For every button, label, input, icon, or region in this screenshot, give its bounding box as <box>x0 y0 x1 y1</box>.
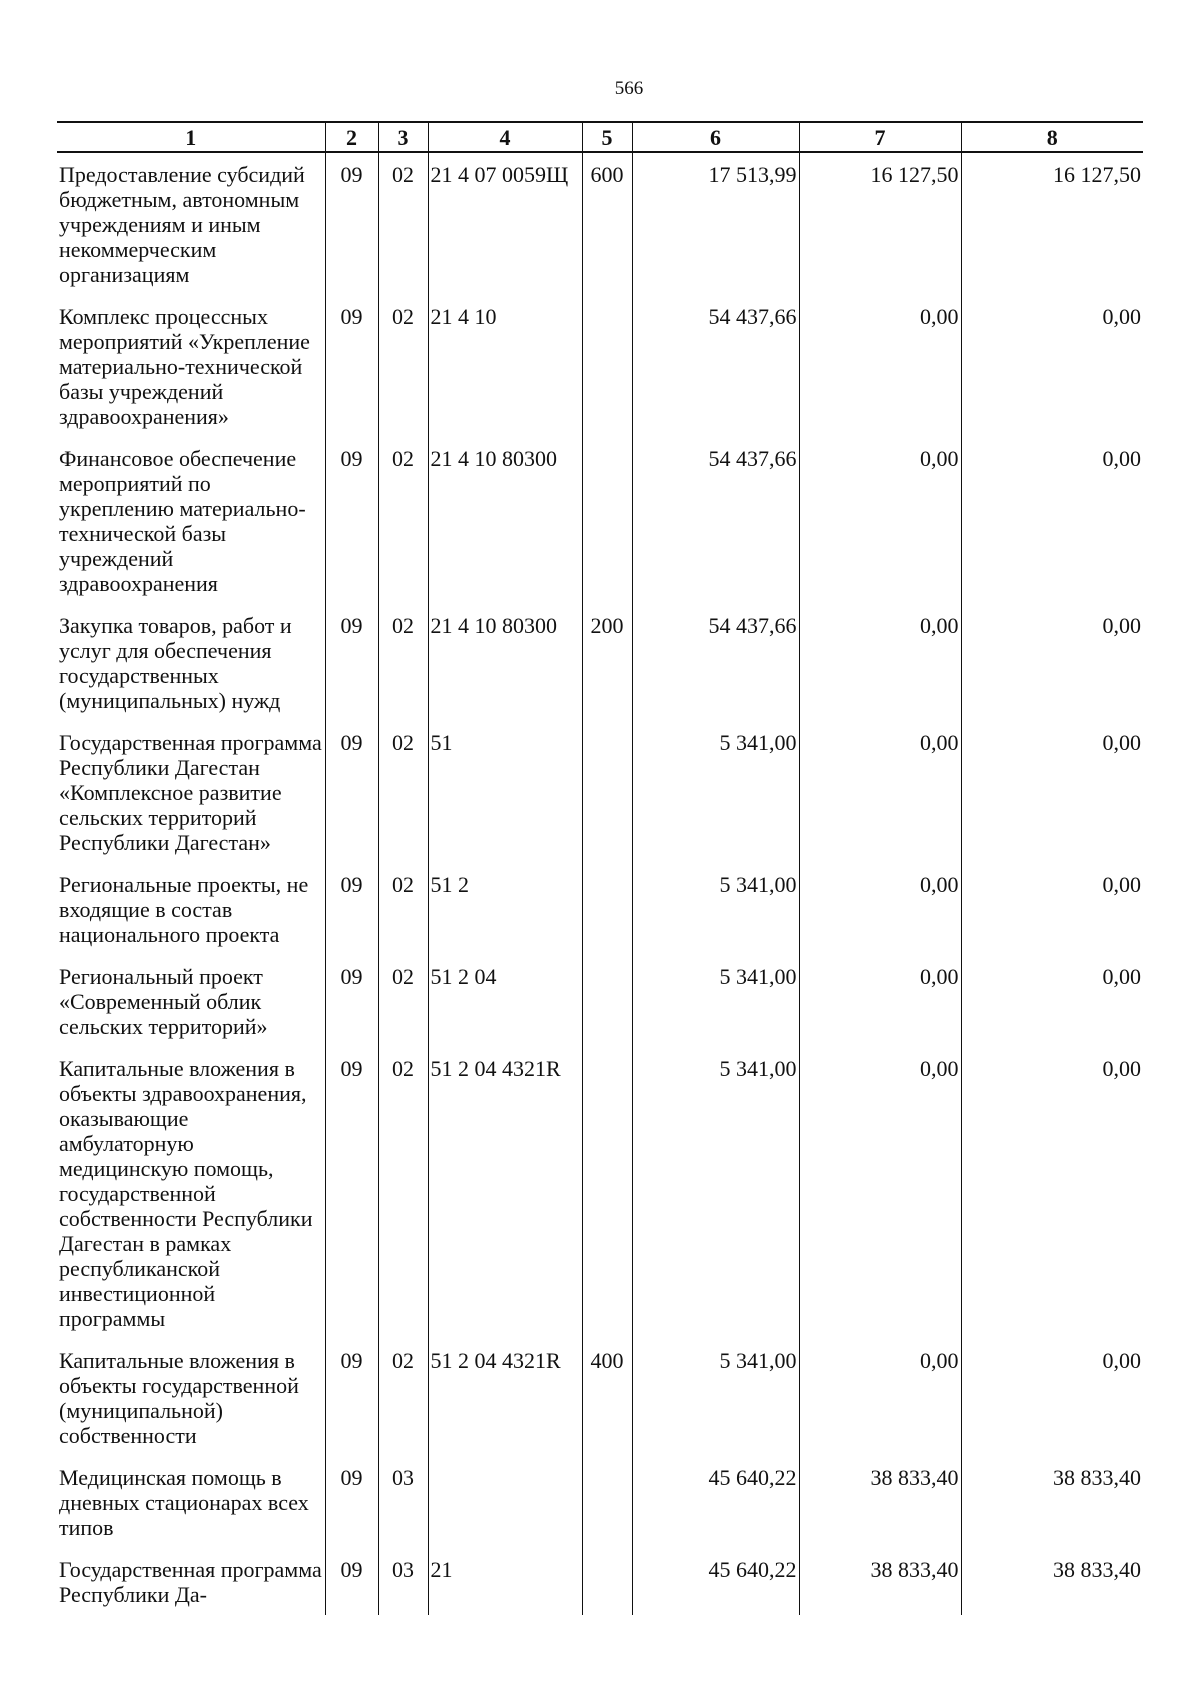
target-article-cell: 51 2 04 <box>428 955 582 1047</box>
amount-col7-cell: 0,00 <box>799 295 961 437</box>
subsection-cell: 03 <box>378 1456 428 1548</box>
item-name-cell: Комплекс процессных мероприятий «Укрепление материально-технической базы учреждений здравоохранения» <box>57 295 325 437</box>
amount-col6-cell: 5 341,00 <box>632 863 799 955</box>
table-row <box>57 295 1143 437</box>
table-row <box>57 721 1143 863</box>
amount-col6-cell: 45 640,22 <box>632 1456 799 1548</box>
amount-col8-cell: 38 833,40 <box>961 1548 1143 1615</box>
table-row <box>57 1339 1143 1456</box>
item-name-cell: Региональные проекты, не входящие в состав национального проекта <box>57 863 325 955</box>
subsection-cell: 02 <box>378 604 428 721</box>
target-article-cell: 21 <box>428 1548 582 1615</box>
amount-col8-cell: 0,00 <box>961 721 1143 863</box>
amount-col7-cell: 0,00 <box>799 955 961 1047</box>
column-header: 4 <box>428 122 582 152</box>
subsection-cell: 03 <box>378 1548 428 1615</box>
amount-col8-cell: 16 127,50 <box>961 152 1143 295</box>
amount-col7-cell: 0,00 <box>799 1339 961 1456</box>
target-article-cell: 51 2 04 4321R <box>428 1047 582 1339</box>
amount-col7-cell: 0,00 <box>799 863 961 955</box>
page-number: 566 <box>614 78 644 99</box>
expense-type-cell <box>582 955 632 1047</box>
section-cell: 09 <box>325 295 378 437</box>
amount-col7-cell: 0,00 <box>799 721 961 863</box>
section-cell: 09 <box>325 152 378 295</box>
target-article-cell: 21 4 10 80300 <box>428 437 582 604</box>
amount-col6-cell: 5 341,00 <box>632 721 799 863</box>
item-name-cell: Медицинская помощь в дневных стационарах всех типов <box>57 1456 325 1548</box>
subsection-cell: 02 <box>378 1339 428 1456</box>
amount-col7-cell: 0,00 <box>799 437 961 604</box>
expense-type-cell <box>582 437 632 604</box>
amount-col7-cell: 0,00 <box>799 1047 961 1339</box>
subsection-cell: 02 <box>378 437 428 604</box>
expense-type-cell <box>582 863 632 955</box>
table-row <box>57 1047 1143 1339</box>
column-header: 5 <box>582 122 632 152</box>
section-cell: 09 <box>325 863 378 955</box>
budget-table <box>57 121 1143 1615</box>
amount-col6-cell: 5 341,00 <box>632 955 799 1047</box>
section-cell: 09 <box>325 1456 378 1548</box>
column-header: 3 <box>378 122 428 152</box>
table-row <box>57 152 1143 295</box>
expense-type-cell <box>582 721 632 863</box>
section-cell: 09 <box>325 955 378 1047</box>
subsection-cell: 02 <box>378 863 428 955</box>
column-header: 8 <box>961 122 1143 152</box>
item-name-cell: Капитальные вложения в объекты здравоохранения, оказывающие амбулаторную медицинскую помощь, государственной собственности Республики Дагестан в рамках республиканской инвестиционной программы <box>57 1047 325 1339</box>
column-header: 6 <box>632 122 799 152</box>
target-article-cell: 21 4 10 <box>428 295 582 437</box>
subsection-cell: 02 <box>378 721 428 863</box>
subsection-cell: 02 <box>378 955 428 1047</box>
amount-col6-cell: 5 341,00 <box>632 1047 799 1339</box>
expense-type-cell <box>582 1047 632 1339</box>
item-name-cell: Государственная программа Республики Да- <box>57 1548 325 1615</box>
target-article-cell: 51 2 <box>428 863 582 955</box>
table-row <box>57 863 1143 955</box>
item-name-cell: Государственная программа Республики Дагестан «Комплексное развитие сельских территорий Республики Дагестан» <box>57 721 325 863</box>
item-name-cell: Капитальные вложения в объекты государственной (муниципальной) собственности <box>57 1339 325 1456</box>
subsection-cell: 02 <box>378 295 428 437</box>
expense-type-cell <box>582 1548 632 1615</box>
header-row <box>57 122 1143 152</box>
target-article-cell: 51 <box>428 721 582 863</box>
item-name-cell: Предоставление субсидий бюджетным, автономным учреждениям и иным некоммерческим организациям <box>57 152 325 295</box>
amount-col8-cell: 0,00 <box>961 437 1143 604</box>
column-header: 1 <box>57 122 325 152</box>
amount-col8-cell: 0,00 <box>961 604 1143 721</box>
amount-col8-cell: 0,00 <box>961 1047 1143 1339</box>
amount-col8-cell: 38 833,40 <box>961 1456 1143 1548</box>
table-row <box>57 955 1143 1047</box>
expense-type-cell: 600 <box>582 152 632 295</box>
subsection-cell: 02 <box>378 1047 428 1339</box>
section-cell: 09 <box>325 721 378 863</box>
amount-col7-cell: 0,00 <box>799 604 961 721</box>
section-cell: 09 <box>325 604 378 721</box>
section-cell: 09 <box>325 1047 378 1339</box>
expense-type-cell <box>582 295 632 437</box>
amount-col8-cell: 0,00 <box>961 955 1143 1047</box>
amount-col7-cell: 38 833,40 <box>799 1548 961 1615</box>
expense-type-cell: 200 <box>582 604 632 721</box>
amount-col7-cell: 38 833,40 <box>799 1456 961 1548</box>
item-name-cell: Региональный проект «Современный облик сельских территорий» <box>57 955 325 1047</box>
amount-col6-cell: 54 437,66 <box>632 437 799 604</box>
column-header: 7 <box>799 122 961 152</box>
item-name-cell: Закупка товаров, работ и услуг для обеспечения государственных (муниципальных) нужд <box>57 604 325 721</box>
target-article-cell: 51 2 04 4321R <box>428 1339 582 1456</box>
column-header: 2 <box>325 122 378 152</box>
amount-col6-cell: 17 513,99 <box>632 152 799 295</box>
amount-col6-cell: 45 640,22 <box>632 1548 799 1615</box>
target-article-cell: 21 4 10 80300 <box>428 604 582 721</box>
table-row <box>57 437 1143 604</box>
amount-col8-cell: 0,00 <box>961 295 1143 437</box>
section-cell: 09 <box>325 1339 378 1456</box>
table-row <box>57 1548 1143 1615</box>
section-cell: 09 <box>325 1548 378 1615</box>
amount-col7-cell: 16 127,50 <box>799 152 961 295</box>
section-cell: 09 <box>325 437 378 604</box>
target-article-cell <box>428 1456 582 1548</box>
table-row <box>57 604 1143 721</box>
target-article-cell: 21 4 07 0059Щ <box>428 152 582 295</box>
expense-type-cell <box>582 1456 632 1548</box>
amount-col8-cell: 0,00 <box>961 863 1143 955</box>
amount-col6-cell: 54 437,66 <box>632 604 799 721</box>
amount-col6-cell: 54 437,66 <box>632 295 799 437</box>
expense-type-cell: 400 <box>582 1339 632 1456</box>
table-body <box>57 152 1143 1615</box>
item-name-cell: Финансовое обеспечение мероприятий по укреплению материально-технической базы учреждений здравоохранения <box>57 437 325 604</box>
amount-col6-cell: 5 341,00 <box>632 1339 799 1456</box>
table-row <box>57 1456 1143 1548</box>
amount-col8-cell: 0,00 <box>961 1339 1143 1456</box>
subsection-cell: 02 <box>378 152 428 295</box>
